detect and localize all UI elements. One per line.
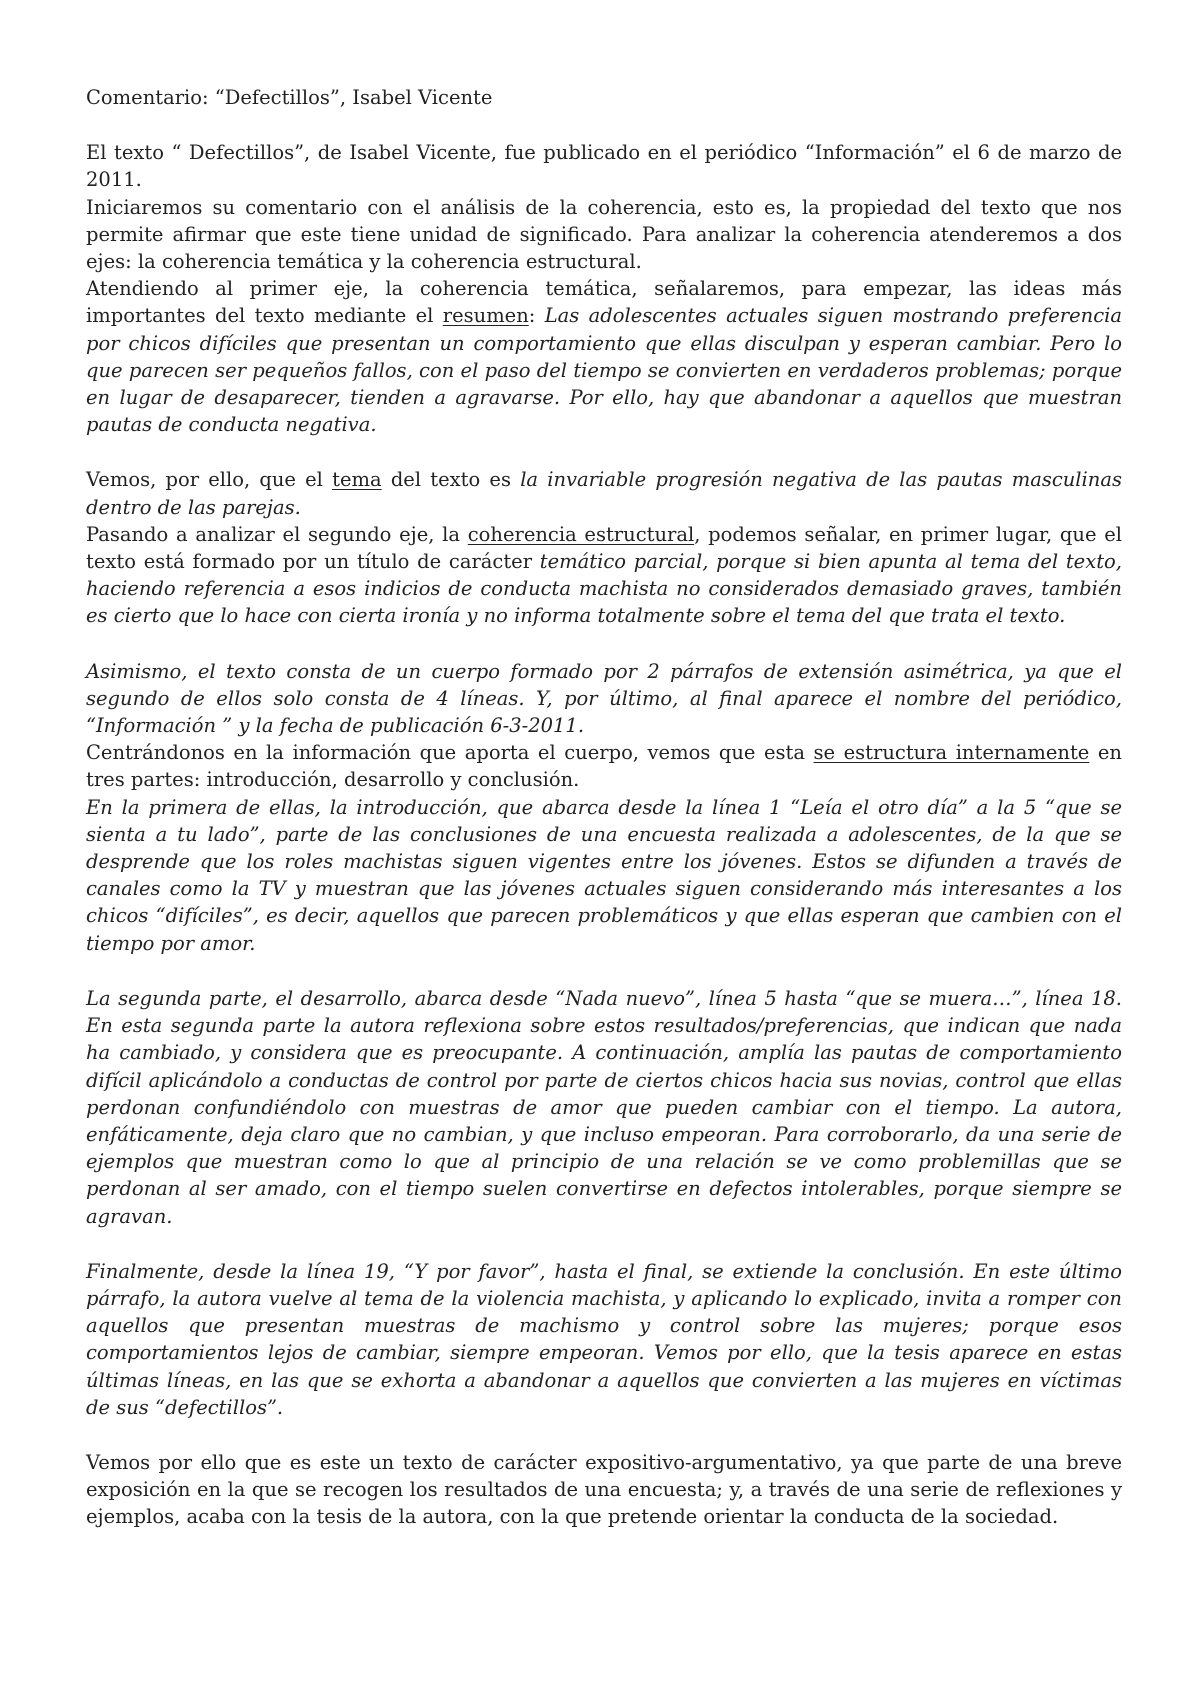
summary-term: resumen xyxy=(442,304,529,328)
summary-text: Las adolescentes actuales siguen mostrando preferencia por chicos difíciles que presentan un comportamiento que ellas disculpan y esperan cambiar. Pero lo que parecen ser pequeños fallos, con el paso del tiempo se convierten en verdaderos problemas; porque en lugar de desaparecer, tienden a agravarse. Por ello, hay que abandonar a aquellos que muestran pautas de conducta negativa. xyxy=(86,304,1122,437)
summary-colon: : xyxy=(528,304,545,328)
paragraph-theme xyxy=(86,466,1122,520)
paragraph-internal-structure xyxy=(86,739,1122,793)
document-heading: Comentario: “Defectillos”, Isabel Vicente xyxy=(86,86,493,109)
paragraph-publication: El texto “ Defectillos”, de Isabel Vicente, fue publicado en el periódico “Información” el 6 de marzo de 2011. xyxy=(86,141,1122,192)
paragraph-structural-coherence xyxy=(86,521,1122,630)
internal-trailing-text: en tres partes: introducción, desarrollo y conclusión. xyxy=(86,741,1122,792)
internal-lead-text: Centrándonos en la información que aporta el cuerpo, vemos que esta xyxy=(86,741,814,765)
document-page xyxy=(86,84,1122,1531)
paragraph-body-description: Asimismo, el texto consta de un cuerpo formado por 2 párrafos de extensión asimétrica, ya que el segundo de ellos solo consta de 4 líneas. Y, por último, al final aparece el nombre del periódico, “Información ” y la fecha de publicación 6-3-2011. xyxy=(86,659,1122,738)
internal-term: se estructura internamente xyxy=(813,741,1090,765)
theme-connector: del texto es xyxy=(381,468,521,492)
structural-connector: , podemos señalar, en primer lugar, que el texto está formado por un título de carácter xyxy=(86,522,1122,574)
theme-term: tema xyxy=(332,468,382,492)
structural-lead-text: Pasando a analizar el segundo eje, la xyxy=(86,522,468,546)
paragraph-spacer xyxy=(86,1421,1122,1449)
paragraph-introduction-part: En la primera de ellas, la introducción, que abarca desde la línea 1 “Leía el otro día” a la 5 “que se sienta a tu lado”, parte de las conclusiones de una encuesta realizada a adolescentes, de la que se desprende que los roles machistas siguen vigentes entre los jóvenes. Estos se difunden a través de canales como la TV y muestran que las jóvenes actuales siguen considerando más interesantes a los chicos “difíciles”, es decir, aquellos que parecen problemáticos y que ellas esperan que cambien con el tiempo por amor. xyxy=(86,795,1122,955)
theme-lead-text: Vemos, por ello, que el xyxy=(86,468,333,492)
paragraph-spacer xyxy=(86,1230,1122,1258)
theme-text: la invariable progresión negativa de las pautas masculinas dentro de las parejas. xyxy=(86,468,1122,519)
structural-title-analysis: temático parcial, porque si bien apunta al tema del texto, haciendo referencia a esos indicios de conducta machista no considerados demasiado graves, también es cierto que lo hace con cierta ironía y no informa totalmente sobre el tema del que trata el texto. xyxy=(86,550,1122,628)
paragraph-summary xyxy=(86,275,1122,438)
paragraph-spacer xyxy=(86,438,1122,466)
summary-lead-text: Atendiendo al primer eje, la coherencia temática, señalaremos, para empezar, las ideas más importantes del texto mediante el xyxy=(86,277,1122,328)
structural-term: coherencia estructural xyxy=(467,522,695,546)
paragraph-spacer xyxy=(86,957,1122,985)
paragraph-spacer xyxy=(86,630,1122,658)
paragraph-coherence-intro: Iniciaremos su comentario con el análisis de la coherencia, esto es, la propiedad del texto que nos permite afirmar que este tiene unidad de significado. Para analizar la coherencia atenderemos a dos ejes: la coherencia temática y la coherencia estructural. xyxy=(86,195,1122,274)
paragraph-text-type: Vemos por ello que es este un texto de carácter expositivo-argumentativo, ya que parte de una breve exposición en la que se recogen los resultados de una encuesta; y, a través de una serie de reflexiones y ejemplos, acaba con la tesis de la autora, con la que pretende orientar la conducta de la sociedad. xyxy=(86,1450,1122,1529)
paragraph-conclusion-part: Finalmente, desde la línea 19, “Y por favor”, hasta el final, se extiende la conclusión. En este último párrafo, la autora vuelve al tema de la violencia machista, y aplicando lo explicado, invita a romper con aquellos que presentan muestras de machismo y control sobre las mujeres; porque esos comportamientos lejos de cambiar, siempre empeoran. Vemos por ello, que la tesis aparece en estas últimas líneas, en las que se exhorta a abandonar a aquellos que convierten a las mujeres en víctimas de sus “defectillos”. xyxy=(86,1259,1122,1419)
paragraph-development-part: La segunda parte, el desarrollo, abarca desde “Nada nuevo”, línea 5 hasta “que se muera…”, línea 18. En esta segunda parte la autora reflexiona sobre estos resultados/preferencias, que indican que nada ha cambiado, y considera que es preocupante. A continuación, amplía las pautas de comportamiento difícil aplicándolo a conductas de control por parte de ciertos chicos hacia sus novias, control que ellas perdonan confundiéndolo con muestras de amor que pueden cambiar con el tiempo. La autora, enfáticamente, deja claro que no cambian, y que incluso empeoran. Para corroborarlo, da una serie de ejemplos que muestran como lo que al principio de una relación se ve como problemillas que se perdonan al ser amado, con el tiempo suelen convertirse en defectos intolerables, porque siempre se agravan. xyxy=(86,986,1122,1228)
